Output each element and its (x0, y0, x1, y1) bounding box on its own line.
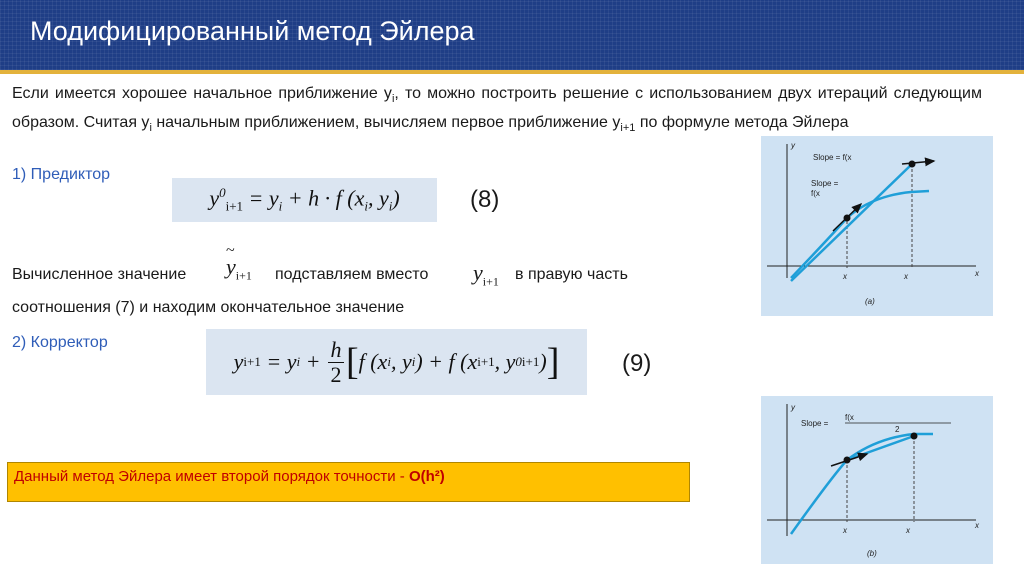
accuracy-note (7, 462, 690, 502)
caption-b: (b) (867, 549, 877, 558)
corrector-equation: y i+1 = y i + h 2 [ f (x i , y i ) + f (x i+1 , y 0 i+1 ) ] (206, 329, 587, 395)
x-label: x (975, 521, 979, 530)
graph-b (761, 396, 993, 564)
slope-arrow-i1 (902, 161, 934, 164)
note-text: Данный метод Эйлера имеет второй порядок точности - (14, 468, 409, 485)
intro-paragraph (12, 82, 982, 140)
middle-text-4: соотношения (7) и находим окончательное значение (12, 299, 405, 316)
point-i1 (911, 433, 918, 440)
y-label: y (791, 141, 795, 150)
middle-text-2: подставляем вместо (275, 266, 429, 283)
middle-text-3: в правую часть (515, 266, 628, 283)
point-i (844, 215, 851, 222)
predictor-equation: $y^0_{i+1} = y_i + h \cdot f$ ($x_i$, $y_i$) (172, 178, 437, 222)
tangent-line (791, 164, 912, 281)
caption-a: (a) (865, 297, 875, 306)
xi1-label: x (906, 526, 910, 535)
point-i1 (909, 161, 916, 168)
graph-a (761, 136, 993, 316)
y-i1-symbol: $y_{i+1}$ (473, 260, 499, 289)
graph-b-svg (761, 396, 993, 564)
intro-text-3: начальным приближением, вычисляем первое приближение y (151, 114, 621, 132)
y-label: y (791, 403, 795, 412)
intro-sub-3: i+1 (620, 122, 636, 135)
xi1-label: x (904, 272, 908, 281)
x-label: x (975, 269, 979, 278)
slope-top-label: Slope = f(x (813, 153, 852, 162)
header-rule (0, 70, 1024, 74)
graph-a-svg (761, 136, 993, 316)
solution-curve (791, 434, 933, 534)
point-i (844, 457, 851, 464)
slope-numerator: f(x (845, 413, 854, 422)
intro-sub-2: i (149, 122, 152, 135)
middle-text-1: Вычисленное значение (12, 266, 187, 283)
intro-text-4: по формуле метода Эйлера (635, 114, 849, 132)
xi-label: x (843, 272, 847, 281)
corrector-label: 2) Корректор (12, 334, 108, 351)
slide-header (0, 0, 1024, 70)
slope-label: Slope = (801, 419, 829, 428)
predictor-label: 1) Предиктор (12, 166, 111, 183)
note-order: O(h²) (408, 468, 445, 485)
slide-title: Модифицированный метод Эйлера (30, 16, 475, 46)
intro-text-1: Если имеется хорошее начальное приближение y (12, 85, 392, 102)
xi-label: x (843, 526, 847, 535)
equation-number-9: (9) (622, 350, 652, 377)
slope-mid-label: Slope = (811, 179, 839, 188)
equation-number-8: (8) (470, 186, 500, 213)
intro-sub-1: i (391, 93, 395, 106)
average-slope-line (847, 436, 914, 460)
slope-denominator: 2 (895, 425, 900, 434)
y-tilde-symbol: y ~ $_{i+1}$ (226, 242, 252, 283)
slope-mid-label-2: f(x (811, 189, 820, 198)
intro-text-2: , то можно построить решение с использованием двух итераций следующим образом. Считая y (12, 85, 982, 132)
